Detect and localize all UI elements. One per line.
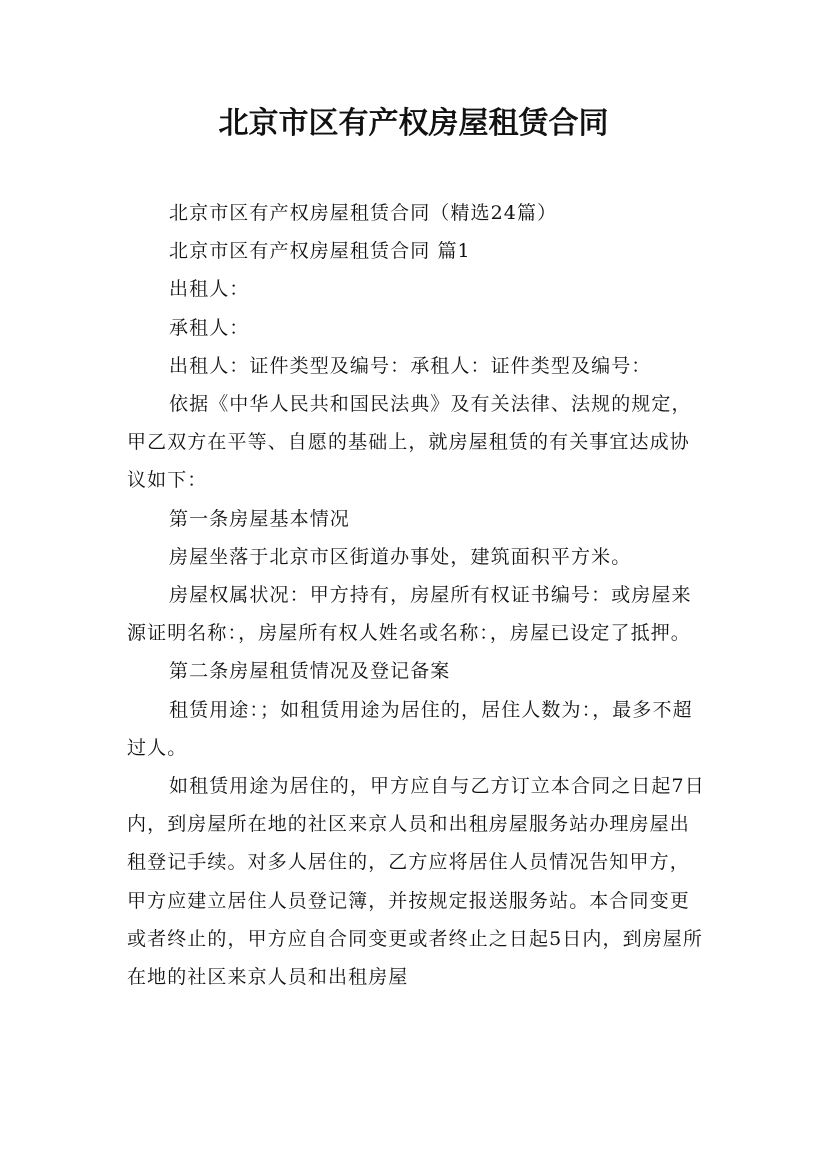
paragraph-subtitle: 北京市区有产权房屋租赁合同（精选24篇）	[169, 202, 558, 224]
document-title: 北京市区有产权房屋租赁合同	[218, 106, 609, 141]
paragraph-article-2-heading: 第二条房屋租赁情况及登记备案	[169, 660, 451, 683]
paragraph-id-types: 出租人：证件类型及编号：承租人：证件类型及编号：	[169, 354, 652, 377]
paragraph-lessor: 出租人：	[169, 278, 250, 301]
paragraph-registration: 如租赁用途为居住的，甲方应自与乙方订立本合同之日起7日内，到房屋所在地的社区来京人员和出租房屋服务站办理房屋出租登记手续。对多人居住的，乙方应将居住人员情况告知甲方，甲方应建立居住人员登记簿，并按规定报送服务站。本合同变更或者终止的，甲方应自合同变更或者终止之日起5日内，到房屋所在地的社区来京人员和出租房屋	[127, 775, 705, 989]
document-body	[127, 194, 707, 996]
paragraph-section-heading: 北京市区有产权房屋租赁合同 篇1	[169, 240, 471, 263]
paragraph-basis: 依据《中华人民共和国民法典》及有关法律、法规的规定，甲乙双方在平等、自愿的基础上，就房屋租赁的有关事宜达成协议如下：	[127, 393, 692, 492]
paragraph-article-1-heading: 第一条房屋基本情况	[169, 507, 350, 530]
paragraph-usage: 租赁用途：；如租赁用途为居住的，居住人数为：，最多不超过人。	[127, 698, 693, 759]
paragraph-ownership: 房屋权属状况：甲方持有，房屋所有权证书编号：或房屋来源证明名称：，房屋所有权人姓名或名称：，房屋已设定了抵押。	[127, 584, 692, 645]
paragraph-location: 房屋坐落于北京市区街道办事处，建筑面积平方米。	[169, 545, 632, 568]
paragraph-lessee: 承租人：	[169, 316, 250, 339]
